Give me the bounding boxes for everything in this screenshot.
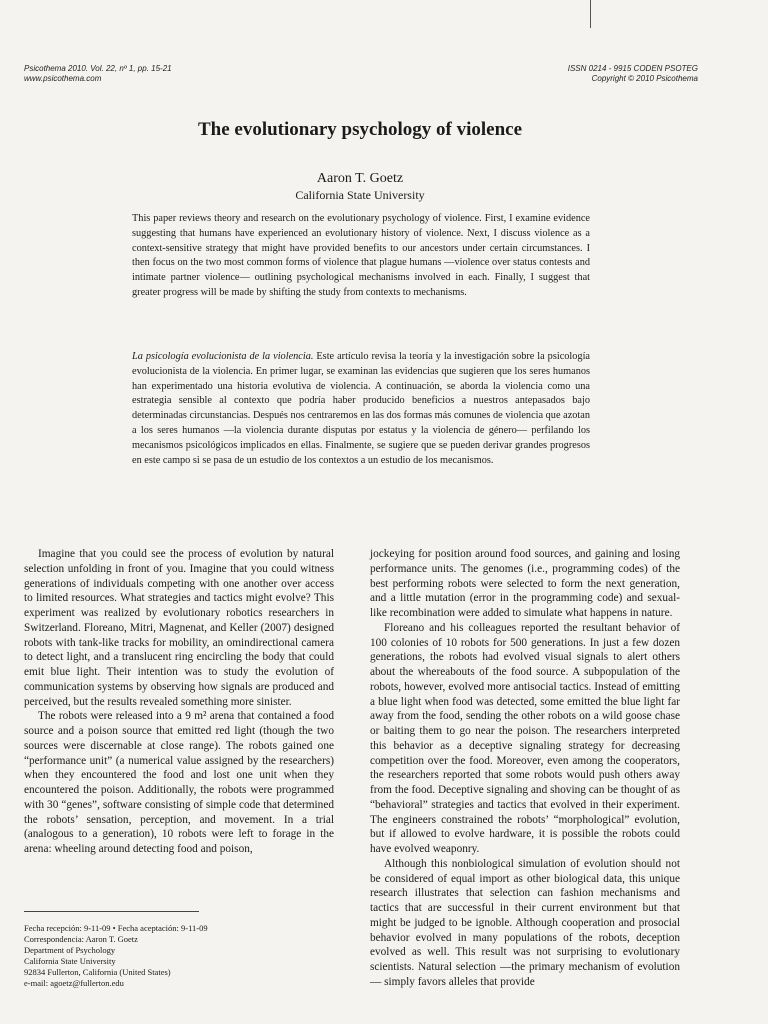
body-column-left [24,547,334,857]
issn: ISSN 0214 - 9915 CODEN PSOTEG [567,64,698,73]
abstract-spanish-title: La psicología evolucionista de la violencia. [132,351,314,362]
footnote-university: California State University [24,956,116,967]
copyright: Copyright © 2010 Psicothema [591,74,698,83]
footnote-address: 92834 Fullerton, California (United States) [24,967,171,978]
body-paragraph: jockeying for position around food sources, and gaining and losing performance units. The genomes (i.e., programming codes) of the best performing robots were selected to form the next generation, and a little mutation (error in the programming code) and sexual-like recombination were added to simulate what happens in nature. [370,548,680,619]
abstract-spanish [132,350,590,468]
footnote-department: Department of Psychology [24,945,116,956]
footnote-divider [24,911,199,912]
body-paragraph: Floreano and his colleagues reported the resultant behavior of 100 colonies of 10 robots for 500 generations. In just a few dozen generations, the robots had evolved visual signals to alert others about the whereabouts of the food source. A subpopulation of the robots, however, evolved more antisocial tactics. Instead of emitting a blue light when food was detected, some emitted the blue light far away from the food, sending the other robots on a wild goose chase or baiting them to go near the poison. The researchers interpreted this behavior as a deceptive signaling strategy for decreasing competition over the food. Moreover, even among the cooperators, the researchers reported that some robots would push others away from the food. Deceptive signaling and shoving can be thought of as “behavioral” strategies and tactics that evolved in their experiment. The engineers constrained the robots’ “morphological” evolution, but if allowed to evolve hardware, it is possible the robots could have evolved weaponry. [370,621,680,855]
footnote-correspondence: Correspondencia: Aaron T. Goetz [24,934,138,945]
body-paragraph: Imagine that you could see the process of evolution by natural selection unfolding in front of you. Imagine that you could witness generations of individuals competing with one another over access to limited resources. What strategies and tactics might evolve? This experiment was realized by evolutionary robotics researchers in Switzerland. Floreano, Mitri, Magnenat, and Keller (2007) designed robots with tank-like tracks for mobility, an omindirectional camera to detect light, and a translucent ring encircling the body that could emit blue light. Their intention was to study the evolution of communication systems by observing how signals are produced and perceived, but the results revealed something more sinister. [24,548,334,708]
abstract-english: This paper reviews theory and research on the evolutionary psychology of violence. First, I examine evidence suggesting that humans have experienced an evolutionary history of violence. Next, I discuss violence as a context-sensitive strategy that might have provided benefits to our ancestors under certain circumstances. I then focus on the two most common forms of violence that plague humans —violence over status contests and intimate partner violence— outlining psychological mechanisms involved in each. Finally, I suggest that greater progress will be made by shifting the study from contexts to mechanisms. [132,213,590,298]
correspondence-footnote [24,923,208,990]
author-name: Aaron T. Goetz [316,171,404,186]
journal-website: www.psicothema.com [24,74,102,83]
body-column-right [370,547,680,990]
paper-title: The evolutionary psychology of violence [197,119,523,140]
footnote-dates: Fecha recepción: 9-11-09 • Fecha aceptación: 9-11-09 [24,923,208,933]
abstract-spanish-text: Este artículo revisa la teoría y la investigación sobre la psicología evolucionista de la violencia. En primer lugar, se examinan las evidencias que sugieren que los seres humanos han experimentado una historia evolutiva de violencia. A continuación, se aborda la violencia como una estrategia sensible al contexto que podría haber producido beneficios a nuestros antepasados bajo determinadas circunstancias. Después nos centraremos en las dos formas más comunes de violencia que azotan a los seres humanos —la violencia durante disputas por estatus y la violencia de género— perfilando los mecanismos psicológicos implicados en ellas. Finalmente, se sugiere que se pueden derivar grandes progresos en este campo si se pasa de un estudio de los contextos a un estudio de los mecanismos. [132,351,591,466]
body-paragraph: The robots were released into a 9 m² arena that contained a food source and a poison source that emitted red light (though the two sources were discernable at close range). The robots gained one “performance unit” (a numerical value assigned by the researchers) when they encountered the food and lost one unit when they encountered the poison. Additionally, the robots were programmed with 30 “genes”, software consisting of simple code that determined the robots’ sensation, perception, and movement. In a trial (analogous to a generation), 10 robots were left to forage in the arena: wheeling around detecting food and poison, [24,710,334,855]
author-affiliation: California State University [295,188,425,202]
journal-citation: Psicothema 2010. Vol. 22, nº 1, pp. 15-21 [24,64,172,73]
journal-header [24,64,172,84]
issn-header [568,64,698,84]
body-paragraph: Although this nonbiological simulation of evolution should not be considered of equal import as other biological data, this unique research illustrates that selection can fashion mechanisms and tactics that are successful in their current environment but that might be judged to be ignoble. Although cooperation and prosocial behavior evolved in many populations of the robots, deception evolved as well. This result was not surprising to evolutionary scientists. Natural selection —the primary mechanism of evolution— simply favors alleles that provide [370,857,680,988]
top-margin-line [590,0,591,28]
footnote-email: e-mail: agoetz@fullerton.edu [24,978,124,989]
